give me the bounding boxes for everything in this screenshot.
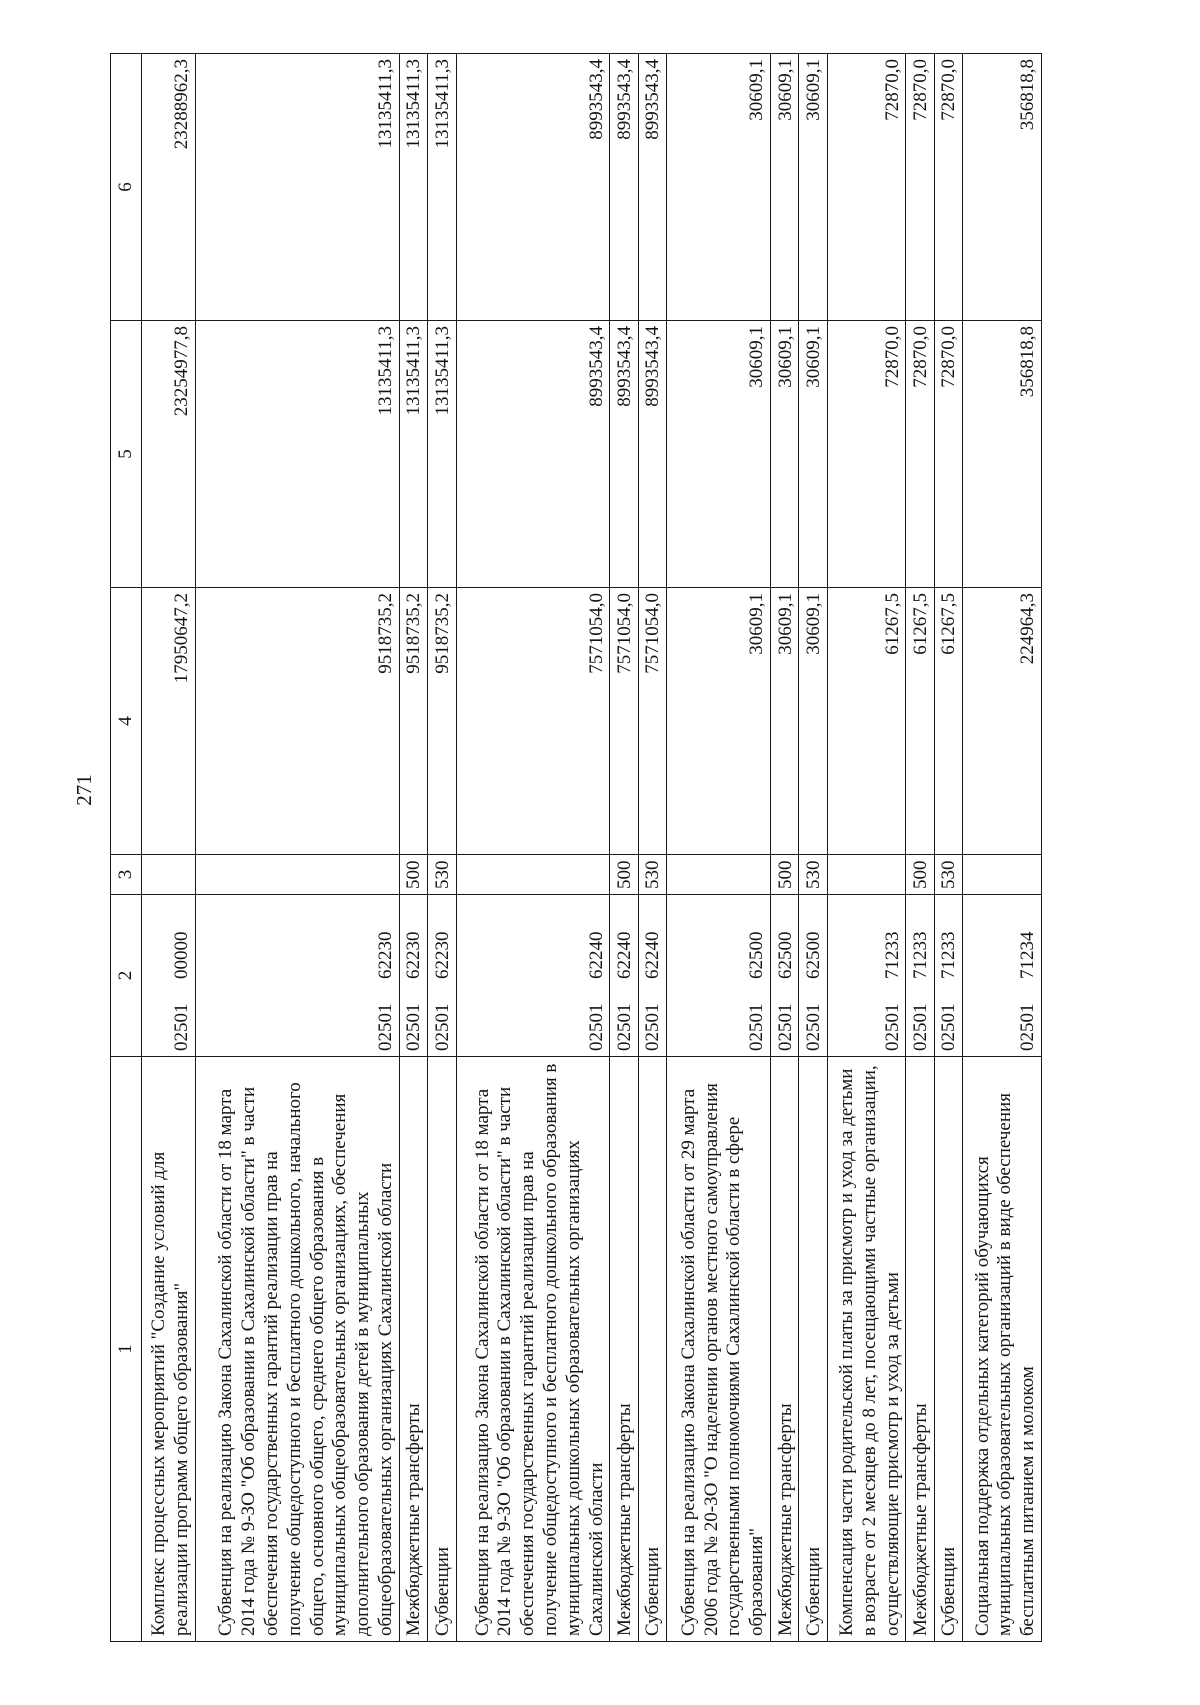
row-code [934, 895, 962, 1057]
row-value-col6: 72870,0 [934, 54, 962, 321]
program-code: 02501 [403, 1003, 425, 1051]
row-value-col6: 356818,8 [963, 54, 1042, 321]
direction-code: 62230 [374, 931, 396, 979]
row-code [638, 895, 666, 1057]
row-value-col5: 8993543,4 [638, 321, 666, 588]
row-code [428, 895, 456, 1057]
row-value-col6: 72870,0 [906, 54, 934, 321]
row-value-col4: 61267,5 [827, 588, 906, 855]
row-code [771, 895, 799, 1057]
program-code: 02501 [881, 1003, 903, 1051]
column-header: 5 [111, 321, 142, 588]
row-name: Субвенции [934, 1057, 962, 1642]
table-row [610, 54, 638, 1642]
row-name: Комплекс процессных мероприятий "Создание условий для реализации программ общего образования" [142, 1057, 196, 1642]
row-value-col5: 30609,1 [667, 321, 771, 588]
row-value-col6: 8993543,4 [610, 54, 638, 321]
table-row [827, 54, 906, 1642]
table-row [456, 54, 610, 1642]
row-code [610, 895, 638, 1057]
row-name: Субвенция на реализацию Закона Сахалинской области от 29 марта 2006 года № 20-ЗО "О наделении органов местного самоуправления государственными полномочиями Сахалинской области в сфере образования" [667, 1057, 771, 1642]
row-value-col5: 30609,1 [771, 321, 799, 588]
table-row [638, 54, 666, 1642]
table-row [399, 54, 427, 1642]
row-value-col6: 13135411,3 [428, 54, 456, 321]
direction-code: 62500 [746, 931, 768, 979]
row-value-col5: 356818,8 [963, 321, 1042, 588]
row-expense-type [456, 855, 610, 895]
row-expense-type: 500 [610, 855, 638, 895]
row-expense-type [827, 855, 906, 895]
row-name: Межбюджетные трансферты [399, 1057, 427, 1642]
row-name: Субвенция на реализацию Закона Сахалинской области от 18 марта 2014 года № 9-ЗО "Об образовании в Сахалинской области" в части обеспечения государственных гарантий реализации прав на получение общедоступного и бесплатного дошкольного, начального общего, основного общего, среднего общего образования в муниципальных общеобразовательных организациях, обеспечения дополнительного образования детей в муниципальных общеобразовательных организациях Сахалинской области [195, 1057, 399, 1642]
direction-code: 62240 [614, 931, 636, 979]
row-value-col5: 8993543,4 [610, 321, 638, 588]
row-expense-type: 500 [906, 855, 934, 895]
row-value-col4: 7571054,0 [610, 588, 638, 855]
row-value-col4: 7571054,0 [456, 588, 610, 855]
program-code: 02501 [585, 1003, 607, 1051]
column-header: 1 [111, 1057, 142, 1642]
row-name: Компенсация части родительской платы за присмотр и уход за детьми в возрасте от 2 месяцев до 8 лет, посещающими частные организации, осуществляющие присмотр и уход за детьми [827, 1057, 906, 1642]
direction-code: 62240 [642, 931, 664, 979]
program-code: 02501 [938, 1003, 960, 1051]
direction-code: 71234 [1017, 931, 1039, 979]
row-value-col4: 9518735,2 [399, 588, 427, 855]
row-code [456, 895, 610, 1057]
row-expense-type: 500 [771, 855, 799, 895]
direction-code: 62230 [403, 931, 425, 979]
row-value-col4: 30609,1 [799, 588, 827, 855]
column-number-row [111, 54, 142, 1642]
column-header: 2 [111, 895, 142, 1057]
row-value-col5: 30609,1 [799, 321, 827, 588]
row-code [906, 895, 934, 1057]
row-value-col5: 23254977,8 [142, 321, 196, 588]
row-value-col6: 23288962,3 [142, 54, 196, 321]
row-name: Социальная поддержка отдельных категорий обучающихся муниципальных образовательных организаций в виде обеспечения бесплатным питанием и молоком [963, 1057, 1042, 1642]
row-value-col4: 9518735,2 [195, 588, 399, 855]
row-code [195, 895, 399, 1057]
row-value-col4: 61267,5 [906, 588, 934, 855]
column-header: 3 [111, 855, 142, 895]
row-code [667, 895, 771, 1057]
row-code [399, 895, 427, 1057]
direction-code: 71233 [910, 931, 932, 979]
column-header: 4 [111, 588, 142, 855]
program-code: 02501 [170, 1003, 192, 1051]
row-value-col6: 30609,1 [771, 54, 799, 321]
row-name: Субвенции [799, 1057, 827, 1642]
direction-code: 00000 [170, 931, 192, 979]
direction-code: 62240 [585, 931, 607, 979]
program-code: 02501 [746, 1003, 768, 1051]
rotated-page-content [110, 54, 1042, 1642]
table-row [934, 54, 962, 1642]
row-name: Субвенции [638, 1057, 666, 1642]
row-value-col5: 13135411,3 [399, 321, 427, 588]
row-value-col5: 13135411,3 [195, 321, 399, 588]
row-expense-type: 530 [934, 855, 962, 895]
row-code [799, 895, 827, 1057]
row-name: Межбюджетные трансферты [610, 1057, 638, 1642]
row-value-col6: 8993543,4 [638, 54, 666, 321]
direction-code: 71233 [938, 931, 960, 979]
table-row [667, 54, 771, 1642]
row-name: Межбюджетные трансферты [771, 1057, 799, 1642]
row-expense-type: 500 [399, 855, 427, 895]
row-value-col6: 8993543,4 [456, 54, 610, 321]
page-number: 271 [72, 774, 96, 806]
table-body [142, 54, 1042, 1642]
direction-code: 71233 [881, 931, 903, 979]
column-header: 6 [111, 54, 142, 321]
row-code [827, 895, 906, 1057]
program-code: 02501 [1017, 1003, 1039, 1051]
row-value-col6: 13135411,3 [195, 54, 399, 321]
row-code [963, 895, 1042, 1057]
row-value-col6: 30609,1 [667, 54, 771, 321]
row-value-col4: 30609,1 [667, 588, 771, 855]
program-code: 02501 [642, 1003, 664, 1051]
row-value-col5: 72870,0 [934, 321, 962, 588]
row-value-col6: 30609,1 [799, 54, 827, 321]
row-value-col4: 7571054,0 [638, 588, 666, 855]
direction-code: 62500 [774, 931, 796, 979]
row-name: Субвенции [428, 1057, 456, 1642]
row-expense-type [195, 855, 399, 895]
row-value-col4: 224964,3 [963, 588, 1042, 855]
row-value-col6: 72870,0 [827, 54, 906, 321]
direction-code: 62230 [431, 931, 453, 979]
row-expense-type [142, 855, 196, 895]
direction-code: 62500 [803, 931, 825, 979]
row-value-col5: 72870,0 [906, 321, 934, 588]
program-code: 02501 [910, 1003, 932, 1051]
table-row [142, 54, 196, 1642]
row-value-col6: 13135411,3 [399, 54, 427, 321]
row-expense-type [963, 855, 1042, 895]
row-value-col4: 61267,5 [934, 588, 962, 855]
table-row [428, 54, 456, 1642]
table-row [799, 54, 827, 1642]
program-code: 02501 [374, 1003, 396, 1051]
row-value-col5: 8993543,4 [456, 321, 610, 588]
table-row [906, 54, 934, 1642]
program-code: 02501 [431, 1003, 453, 1051]
row-expense-type: 530 [799, 855, 827, 895]
row-code [142, 895, 196, 1057]
row-value-col5: 72870,0 [827, 321, 906, 588]
program-code: 02501 [803, 1003, 825, 1051]
budget-table [110, 53, 1042, 1642]
row-value-col4: 30609,1 [771, 588, 799, 855]
row-expense-type: 530 [428, 855, 456, 895]
program-code: 02501 [774, 1003, 796, 1051]
row-name: Межбюджетные трансферты [906, 1057, 934, 1642]
row-value-col4: 17950647,2 [142, 588, 196, 855]
row-name: Субвенция на реализацию Закона Сахалинской области от 18 марта 2014 года № 9-ЗО "Об образовании в Сахалинской области" в части обеспечения государственных гарантий реализации прав на получение общедоступного и бесплатного дошкольного образования в муниципальных дошкольных образовательных организациях Сахалинской области [456, 1057, 610, 1642]
table-row [195, 54, 399, 1642]
program-code: 02501 [614, 1003, 636, 1051]
row-value-col5: 13135411,3 [428, 321, 456, 588]
row-value-col4: 9518735,2 [428, 588, 456, 855]
table-row [963, 54, 1042, 1642]
row-expense-type: 530 [638, 855, 666, 895]
table-row [771, 54, 799, 1642]
row-expense-type [667, 855, 771, 895]
